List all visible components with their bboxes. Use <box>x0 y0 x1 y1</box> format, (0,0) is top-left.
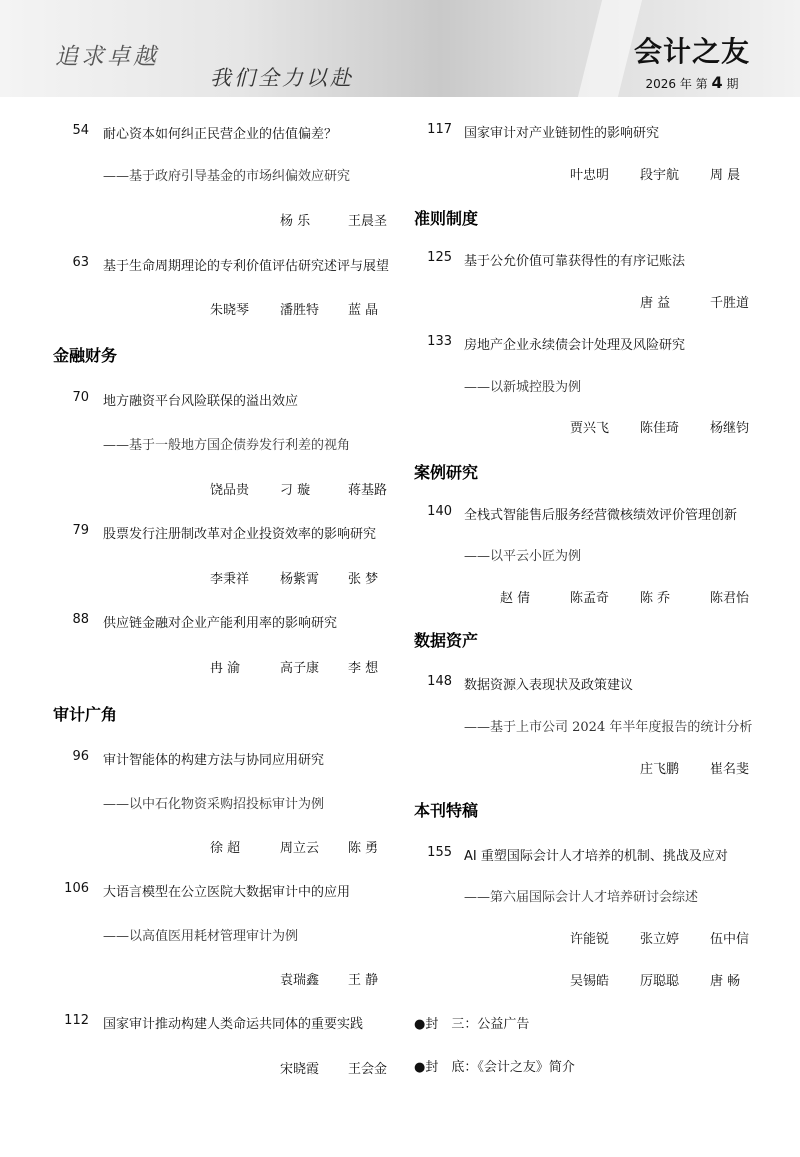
article-author: 周立云 <box>280 841 320 856</box>
article-subtitle: ——以中石化物资采购招投标审计为例 <box>103 797 325 812</box>
article-author: 千胜道 <box>710 296 750 311</box>
article-title[interactable]: 地方融资平台风险联保的溢出效应 <box>103 394 299 409</box>
article-subtitle: ——基于上市公司 2024 年半年度报告的统计分析 <box>464 720 753 735</box>
article-author: 徐 超 <box>210 841 241 856</box>
article-subtitle: ——基于政府引导基金的市场纠偏效应研究 <box>103 169 351 184</box>
article-author: 蓝 晶 <box>348 303 379 318</box>
article-author: 刁 璇 <box>280 483 311 498</box>
article-title[interactable]: 国家审计推动构建人类命运共同体的重要实践 <box>103 1017 364 1032</box>
article-page-number: 155 <box>427 845 452 860</box>
section-heading: 审计广角 <box>53 705 118 724</box>
article-title[interactable]: 供应链金融对企业产能利用率的影响研究 <box>103 616 338 631</box>
article-title[interactable]: 基于生命周期理论的专利价值评估研究述评与展望 <box>103 259 390 274</box>
article-title[interactable]: 国家审计对产业链韧性的影响研究 <box>464 126 660 141</box>
article-title[interactable]: 股票发行注册制改革对企业投资效率的影响研究 <box>103 527 377 542</box>
article-author: 陈君怡 <box>710 591 750 606</box>
header-banner <box>0 0 800 97</box>
article-page-number: 54 <box>72 123 89 138</box>
article-author: 冉 渝 <box>210 661 241 676</box>
article-author: 伍中信 <box>710 932 750 947</box>
section-heading: 本刊特稿 <box>414 801 479 820</box>
article-page-number: 63 <box>72 255 89 270</box>
article-page-number: 79 <box>72 523 89 538</box>
article-author: 叶忠明 <box>570 168 610 183</box>
article-author: 陈 勇 <box>348 841 379 856</box>
article-author: 王会金 <box>348 1062 388 1077</box>
back-cover-note: ●封 底：《会计之友》简介 <box>414 1060 575 1075</box>
article-page-number: 70 <box>72 390 89 405</box>
section-heading: 数据资产 <box>414 631 479 650</box>
article-author: 贾兴飞 <box>570 421 610 436</box>
article-author: 潘胜特 <box>280 303 320 318</box>
article-page-number: 125 <box>427 250 452 265</box>
article-author: 朱晓琴 <box>210 303 250 318</box>
inside-back-cover-note: ●封 三：公益广告 <box>414 1017 530 1032</box>
article-author: 蒋基路 <box>348 483 388 498</box>
article-title[interactable]: 全栈式智能售后服务经营微核绩效评价管理创新 <box>464 508 738 523</box>
article-title[interactable]: AI 重塑国际会计人才培养的机制、挑战及应对 <box>464 849 728 864</box>
issue-number: 4 <box>711 73 723 92</box>
article-author: 周 晨 <box>710 168 741 183</box>
article-author: 崔名斐 <box>710 762 750 777</box>
article-author: 厉聪聪 <box>640 974 680 989</box>
article-author: 宋晓霞 <box>280 1062 320 1077</box>
article-author: 王 静 <box>348 973 379 988</box>
article-title[interactable]: 基于公允价值可靠获得性的有序记账法 <box>464 254 686 269</box>
article-author: 庄飞鹏 <box>640 762 680 777</box>
article-page-number: 140 <box>427 504 452 519</box>
journal-brand <box>632 30 752 92</box>
section-heading: 准则制度 <box>414 209 479 228</box>
issue-suffix: 期 <box>726 77 739 91</box>
article-title[interactable]: 耐心资本如何纠正民营企业的估值偏差？ <box>103 127 338 142</box>
article-author: 段宇航 <box>640 168 680 183</box>
issue-label <box>632 73 752 92</box>
article-author: 张立婷 <box>640 932 680 947</box>
article-page-number: 106 <box>64 881 89 896</box>
article-author: 饶品贵 <box>210 483 250 498</box>
section-heading: 金融财务 <box>53 346 118 365</box>
article-subtitle: ——以高值医用耗材管理审计为例 <box>103 929 299 944</box>
article-author: 张 梦 <box>348 572 379 587</box>
article-title[interactable]: 审计智能体的构建方法与协同应用研究 <box>103 753 325 768</box>
slogan-line1: 追求卓越 <box>55 44 159 70</box>
article-subtitle: ——基于一般地方国企债券发行利差的视角 <box>103 438 351 453</box>
article-author: 吴锡皓 <box>570 974 610 989</box>
article-title[interactable]: 大语言模型在公立医院大数据审计中的应用 <box>103 885 351 900</box>
article-author: 李 想 <box>348 661 379 676</box>
article-author: 杨 乐 <box>280 214 311 229</box>
article-author: 唐 畅 <box>710 974 741 989</box>
article-title[interactable]: 数据资源入表现状及政策建议 <box>464 678 634 693</box>
slogan-line2: 我们全力以赴 <box>210 66 354 90</box>
article-author: 许能锐 <box>570 932 610 947</box>
article-page-number: 112 <box>64 1013 89 1028</box>
article-title[interactable]: 房地产企业永续债会计处理及风险研究 <box>464 338 686 353</box>
article-author: 赵 倩 <box>500 591 531 606</box>
article-page-number: 148 <box>427 674 452 689</box>
article-page-number: 88 <box>72 612 89 627</box>
article-subtitle: ——以平云小匠为例 <box>464 549 582 564</box>
article-author: 陈 乔 <box>640 591 671 606</box>
article-subtitle: ——以新城控股为例 <box>464 380 582 395</box>
article-subtitle: ——第六届国际会计人才培养研讨会综述 <box>464 890 699 905</box>
article-author: 杨继钧 <box>710 421 750 436</box>
article-author: 陈佳琦 <box>640 421 680 436</box>
article-author: 陈孟奇 <box>570 591 610 606</box>
article-author: 王晨圣 <box>348 214 388 229</box>
article-author: 袁瑞鑫 <box>280 973 320 988</box>
article-author: 高子康 <box>280 661 320 676</box>
article-page-number: 96 <box>72 749 89 764</box>
article-author: 李秉祥 <box>210 572 250 587</box>
article-page-number: 117 <box>427 122 452 137</box>
article-author: 杨紫霄 <box>280 572 320 587</box>
article-page-number: 133 <box>427 334 452 349</box>
article-author: 唐 益 <box>640 296 671 311</box>
issue-prefix: 2026 年 第 <box>645 77 708 91</box>
section-heading: 案例研究 <box>414 463 479 482</box>
journal-name: 会计之友 <box>633 35 750 68</box>
